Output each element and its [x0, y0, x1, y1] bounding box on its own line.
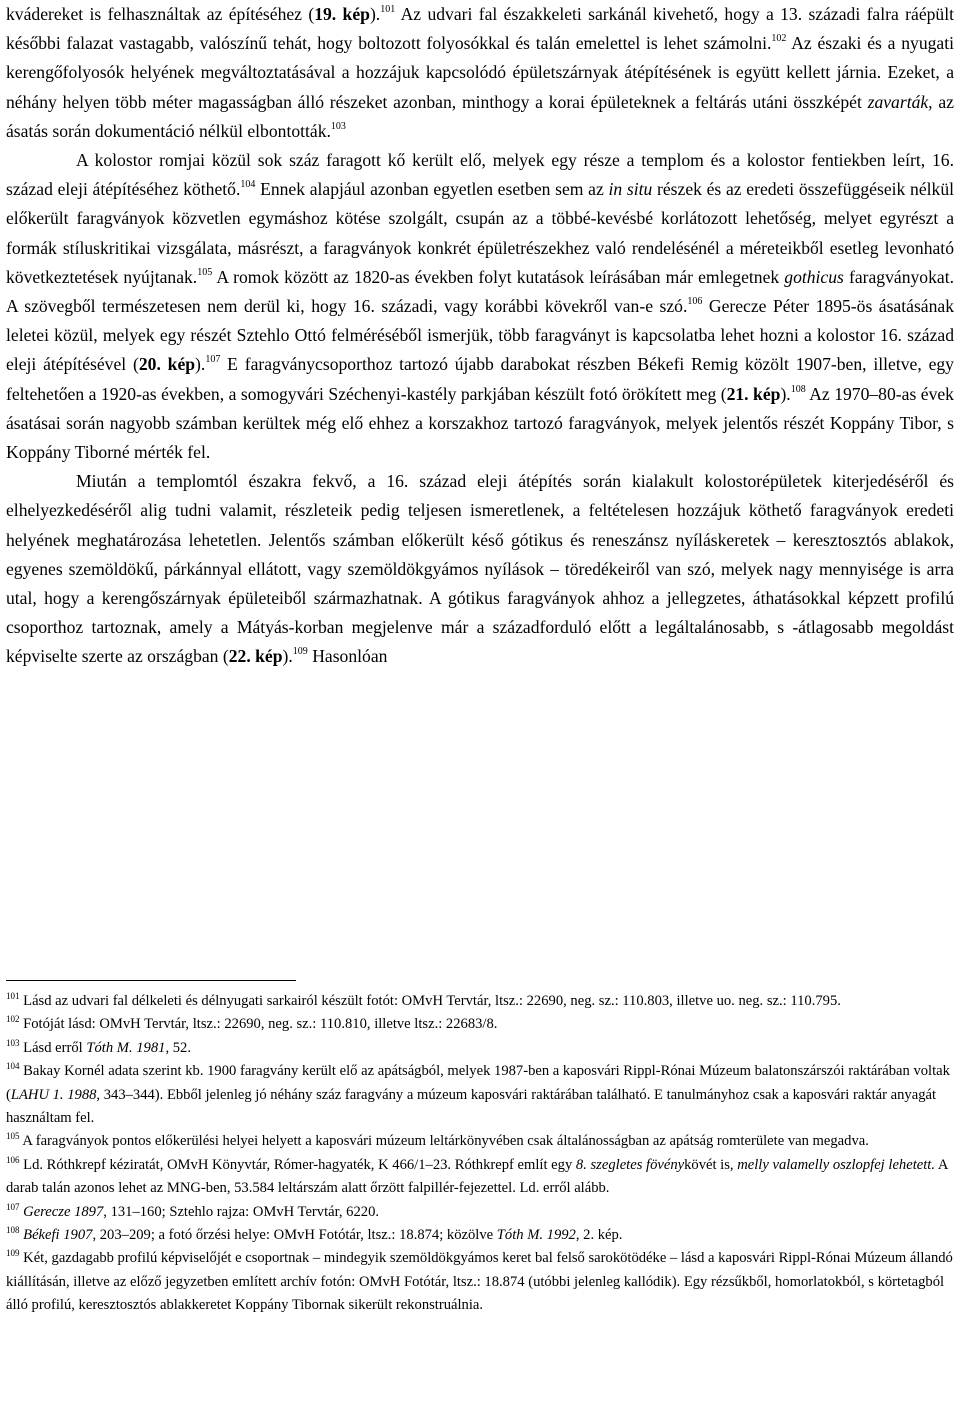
text-run: 19. kép — [314, 4, 370, 24]
text-run: Fotóját lásd: OMvH Tervtár, ltsz.: 22690, neg. sz.: 110.810, illetve ltsz.: 22683/8. — [19, 1016, 498, 1033]
footnote-ref: 105 — [6, 1131, 20, 1142]
text-run: Tóth M. 1992 — [496, 1227, 576, 1244]
footnote-ref: 103 — [330, 120, 346, 132]
text-run: Bakay Kornél adata szerint kb. 1900 faragvány került elő az apátságból, melyek 1987-ben a kaposvári Rippl-Rónai Múzeum balatonszárszói raktárában voltak ( — [6, 1063, 950, 1103]
footnote-ref: 102 — [771, 33, 787, 45]
footnotes — [6, 990, 954, 1318]
footnote-ref: 101 — [6, 991, 20, 1001]
text-run: Lásd erről — [19, 1039, 87, 1056]
text-run: Miután a templomtól északra fekvő, a 16. század eleji átépítés során kialakult kolostorépületek kiterjedéséről és elhelyezkedéséről alig tudni valamit, részleteik pedig teljesen ismeretlenek, a feltételesen hozzájuk köthető faragványok eredeti helyének meghatározása lehetetlen. Jelentős számban előkerült késő gótikus és reneszánsz nyíláskeretek – keresztosztós ablakok, egyenes szemöldökű, párkánnyal ellátott, vagy szemöldökgyámos nyílások – töredékeiről van szó, melyek nagy mennyisége is arra utal, hogy a kerengőszárnyak épületeiből származhatnak. A gótikus faragványok ahhoz a jellegzetes, áthatásokkal képzett profilú csoporthoz tartoznak, amely a Mátyás-korban megjelenve már a századforduló előtt a legáltalánosabb, s -átlagosabb megoldást képviselte szerte az országban ( — [6, 471, 954, 667]
footnote-ref: 108 — [790, 383, 806, 395]
footnote-ref: 105 — [197, 266, 213, 278]
text-run: ). — [369, 4, 381, 24]
text-run: Gerecze 1897 — [23, 1203, 104, 1220]
text-run: melly valamelly oszlopfej lehetett. — [737, 1156, 935, 1173]
text-run: részek és az eredeti összefüggéseik nélkül előkerült faragványok közvetlen egymáshoz kötése szolgált, csupán az a többé-kevésbé korlátozott lehetőség, melyet egyrészt a formák stíluskritikai vizsgálata, másrészt, a faragványok konkrét épületrészekhez való rendelésénél a méreteikből esetleg levonható következtetések nyújtanak. — [6, 179, 954, 287]
text-run: Két, gazdagabb profilú képviselőjét e csoportnak – mindegyik szemöldökgyámos keret bal felső sarokötödéke – lásd a kaposvári Rippl-Rónai Múzeum állandó kiállításán, illetve az előző jegyzetben említett archív fotón: OMvH Fotótár, ltsz.: 18.874 (utóbbi jelenleg kallódik). Egy rézsűkből, homorlatokból, s körtetagból álló profilú, keresztosztós ablakkeretet Koppány Tibornak sikerült rekonstruálnia. — [6, 1250, 953, 1314]
text-run: , 203–209; a fotó őrzési helye: OMvH Fotótár, ltsz.: 18.874; közölve — [92, 1227, 497, 1244]
text-run: , 52. — [165, 1039, 191, 1056]
text-run: Tóth M. 1981 — [86, 1039, 166, 1056]
paragraph-2 — [6, 146, 954, 467]
text-run: Ennek alapjául azonban egyetlen esetben sem az — [255, 179, 609, 200]
text-run: Az 1970–80-as évek ásatásai során nagyobb számban kerültek még elő ehhez a korszakhoz tartozó faragványok, melyek jelentős részét Koppány Tibor, s Koppány Tiborné mérték fel. — [6, 383, 954, 463]
text-run: zavarták, — [867, 91, 933, 112]
text-run: 8. szegletes fövény — [575, 1156, 685, 1173]
footnote-106 — [6, 1154, 954, 1201]
text-run: 20. kép — [138, 354, 196, 375]
footnote-ref: 104 — [240, 179, 256, 191]
text-run: A faragványok pontos előkerülési helyei helyett a kaposvári múzeum leltárkönyvében csak általánosságban az apátság romterülete van megadva. — [19, 1133, 869, 1150]
text-run: ). — [780, 383, 791, 404]
text-run: kvádereket is felhasználtak az építéséhez ( — [6, 4, 315, 24]
text-run: faragványokat. A szövegből természetesen nem derül ki, hogy 16. századi, vagy korábbi kövekről van-e szó. — [6, 266, 954, 317]
text-run: , 343–344). Ebből jelenleg jó néhány száz faragvány a múzeum kaposvári raktárában található. E tanulmányhoz csak a kaposvári raktár anyagát használtam fel. — [6, 1086, 937, 1127]
text-run: ). — [282, 646, 293, 667]
text-run: Lásd az udvari fal délkeleti és délnyugati sarkairól készült fotót: OMvH Tervtár, ltsz.: 22690, neg. sz.: 110.803, illetve uo. neg. sz.: 110.795. — [19, 993, 841, 1009]
footnote-ref: 101 — [380, 4, 396, 15]
text-run: Ld. Róthkrepf kéziratát, OMvH Könyvtár, Rómer-hagyaték, K 466/1–23. Róthkrepf említ egy — [19, 1156, 576, 1173]
footnote-103 — [6, 1037, 954, 1060]
footnote-108 — [6, 1224, 954, 1247]
text-run: A darab talán azonos lehet az MNG-ben, 53.584 leltárszám alatt őrzött falpillér-fejezettel. Ld. erről alább. — [6, 1156, 948, 1197]
text-run: Az udvari fal északkeleti sarkánál kivehető, hogy a 13. századi falra ráépült későbbi falazat vastagabb, valószínű tehát, hogy boltozott folyosókkal és talán emelettel is lehet számolni. — [6, 4, 954, 54]
footnote-ref: 109 — [6, 1248, 20, 1259]
footnote-101 — [6, 990, 954, 1013]
text-run: Békefi 1907 — [23, 1227, 93, 1244]
footnote-ref: 107 — [205, 354, 221, 366]
footnote-107 — [6, 1201, 954, 1224]
text-run: kövét is, — [684, 1156, 738, 1173]
text-run: in situ — [608, 179, 653, 200]
footnote-109 — [6, 1247, 954, 1317]
footnote-105 — [6, 1130, 954, 1153]
footnote-ref: 104 — [6, 1061, 20, 1072]
footnote-102 — [6, 1013, 954, 1036]
paragraph-3 — [6, 467, 954, 671]
text-run: Az északi és a nyugati kerengőfolyosók helyének megváltoztatásával a hozzájuk kapcsolódó épületszárnyak átépítésének is együtt kellett járnia. Ezeket, a néhány helyen több méter magasságban álló részeket azonban, minthogy a korai épületeknek a feltárás utáni összképét — [6, 33, 954, 112]
text-run: A kolostor romjai közül sok száz faragott kő került elő, melyek egy része a templom és a kolostor fentiekben leírt, 16. század eleji átépítéséhez köthető. — [6, 150, 954, 200]
footnote-ref: 107 — [6, 1201, 20, 1212]
footnote-ref: 102 — [6, 1014, 20, 1025]
text-run: 21. kép — [726, 383, 781, 404]
footnote-ref: 109 — [292, 646, 308, 658]
text-run: , 131–160; Sztehlo rajza: OMvH Tervtár, 6220. — [103, 1203, 380, 1220]
text-run: az ásatás során dokumentáció nélkül elbontották. — [6, 91, 954, 141]
footnote-ref: 108 — [6, 1225, 20, 1236]
text-run: gothicus — [784, 266, 844, 287]
footnote-ref: 103 — [6, 1037, 20, 1048]
footnote-ref: 106 — [6, 1154, 20, 1165]
paragraph-1 — [6, 0, 954, 146]
text-run: A romok között az 1820-as években folyt kutatások leírásában már emlegetnek — [212, 266, 785, 287]
text-run: , 2. kép. — [575, 1227, 623, 1244]
text-run: 22. kép — [228, 646, 283, 667]
text-run: E faragványcsoporthoz tartozó újabb darabokat részben Békefi Remig közölt 1907-ben, illetve, egy feltehetően a 1920-as években, a somogyvári Széchenyi-kastély parkjában készült fotó örökített meg ( — [6, 354, 954, 404]
footnote-ref: 106 — [687, 296, 703, 308]
text-run: Hasonlóan — [307, 646, 388, 667]
text-run: Gerecze Péter 1895-ös ásatásának leletei közül, melyek egy részét Sztehlo Ottó felméréséből ismerjük, több faragványt is kapcsolatba lehet hozni a kolostor 16. század eleji átépítésével ( — [6, 296, 954, 375]
footnote-separator — [6, 980, 296, 981]
main-text — [6, 0, 954, 672]
text-run: LAHU 1. 1988 — [10, 1086, 97, 1103]
text-run: ). — [195, 354, 206, 375]
footnote-104 — [6, 1060, 954, 1130]
